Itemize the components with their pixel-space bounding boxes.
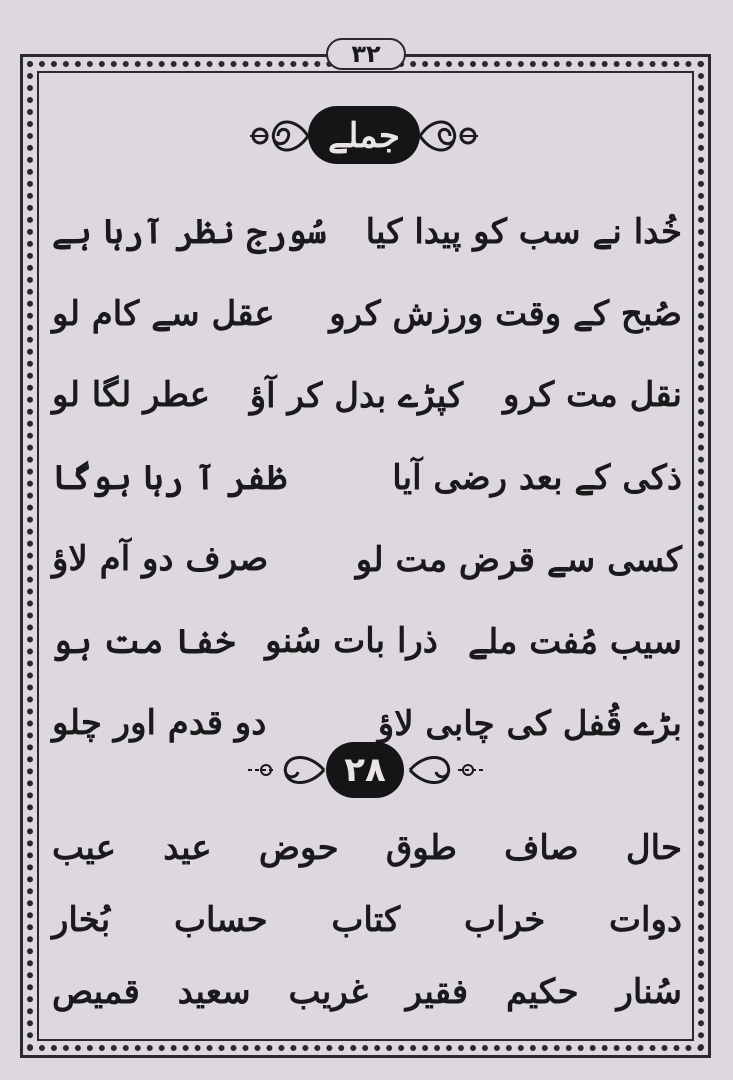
flourish-ornament-icon [418,114,480,158]
sentence: کسی سے قرض مت لو [355,539,682,580]
word-row [52,884,682,956]
word: عیب [52,828,116,868]
flourish-ornament-icon [408,750,488,790]
sentence-line [52,190,682,272]
word: حساب [173,900,268,940]
sentence: ذرا بات سُنو [265,621,438,661]
sentence: بڑے قُفل کی چابی لاؤ [377,703,682,744]
word: کتاب [331,900,401,940]
sentence: ظفر آ رہا ہوگا [52,457,287,498]
word: فقیر [405,972,469,1012]
sentence: عطر لگا لو [52,375,211,415]
word: حال [625,828,682,868]
flourish-ornament-icon [246,750,326,790]
sentence: کپڑے بدل کر آؤ [249,375,464,416]
word-row [52,956,682,1028]
sentence: صرف دو آم لاؤ [52,539,269,579]
sentence: ذکی کے بعد رضی آیا [392,457,682,498]
flourish-ornament-icon [248,114,310,158]
sentence-line [52,354,682,436]
sentence-line [52,272,682,354]
sentence: خفا مت ہو [52,621,236,662]
word: خراب [464,900,546,940]
sentence-list [52,190,682,764]
lesson-number-oval [326,742,404,798]
sentence: نقل مت کرو [502,375,682,415]
word: صاف [504,828,579,868]
word-row [52,812,682,884]
word: عید [163,828,212,868]
page-title: جملے [328,115,400,156]
word: حوض [258,828,339,868]
lesson-number: ۲۸ [344,750,386,790]
word: دوات [608,900,682,940]
sentence-line [52,600,682,682]
sentence: صُبح کے وقت ورزش کرو [329,293,682,334]
word: حکیم [505,972,579,1012]
lesson-badge [246,740,488,804]
title-oval [308,106,420,164]
sentence: سُورج نظر آرہا ہے [52,211,327,252]
word: بُخار [52,900,111,940]
word: سعید [177,972,251,1012]
word: طوق [385,828,457,868]
sentence-line [52,436,682,518]
sentence-line [52,518,682,600]
sentence: خُدا نے سب کو پیدا کیا [365,211,682,252]
sentence: سیب مُفت ملے [468,621,682,662]
page-number: ۳۲ [326,38,406,70]
word: سُنار [616,972,682,1012]
word: قمیص [52,972,140,1012]
sentence: عقل سے کام لو [52,293,275,334]
title-cartouche [248,100,480,172]
word-list [52,812,682,1028]
word: غریب [288,972,368,1012]
sentence: دو قدم اور چلو [52,703,267,743]
